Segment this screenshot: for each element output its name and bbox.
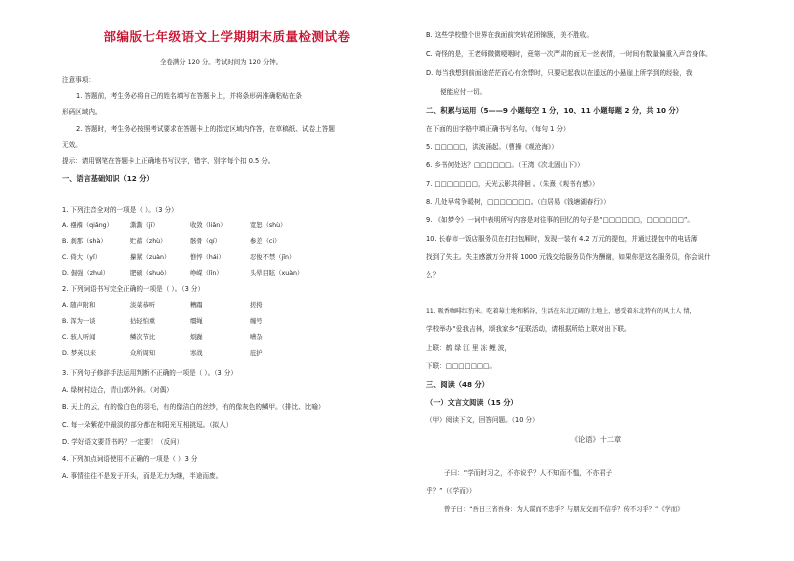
q2-c-2: 鳞次节比 bbox=[130, 334, 156, 341]
q2-a-1: A. 随声附和 bbox=[62, 302, 96, 309]
section-1-heading: 一、语言基础知识（12 分） bbox=[62, 174, 154, 183]
q2-b-1: B. 浑为一谈 bbox=[62, 318, 96, 325]
question-9: 9. 《如梦令》一词中表明所写内容是对往事的回忆的句子是“□□□□□□，□□□□□□”。 bbox=[426, 216, 695, 224]
question-4: 4. 下列加点词语使用不正确的一项是（ ）3 分 bbox=[62, 455, 198, 463]
q4-option-c: C. 奇怪的是，王老师微微哽咽时，竟第一次严肃的面无一丝表情，一时间有数量偏重入声音身体。 bbox=[426, 50, 712, 58]
passage-a-instruction: （甲）阅读下文，回答问题。（10 分） bbox=[426, 416, 539, 424]
q1-d-2: 肥硕（shuò） bbox=[130, 270, 171, 277]
passage-title: 《论语》十二章 bbox=[570, 435, 622, 444]
analects-2: 曾子曰：“吾日三省吾身：为人谋而不忠乎？与朋友交而不信乎？传不习乎？”《学而》 bbox=[444, 506, 684, 513]
q1-c-1: C. 倚大（yǐ） bbox=[62, 254, 102, 261]
question-7: 7. □□□□□□□，天光云影共徘徊 。（朱熹《观书有感》） bbox=[426, 180, 599, 188]
q4-option-a: A. 事情往往不是发于开头，而是无力为继，半途而废。 bbox=[62, 472, 223, 480]
couplet-down: 下联：□□□□□□□。 bbox=[426, 362, 496, 370]
q2-c-4: 嘈杂 bbox=[250, 334, 263, 341]
q2-d-3: 寒战 bbox=[190, 350, 203, 357]
q3-option-b: B. 天上的云，有的像白色的羽毛，有的像洁白的丝纱，有的像灰色的鳞甲。（排比、比喻） bbox=[62, 403, 325, 411]
q1-a-1: A. 襁褓（qiǎng） bbox=[62, 222, 113, 229]
fill-intro: 在下面的田字格中填正确书写名句。（每句 1 分） bbox=[426, 125, 570, 133]
q1-a-2: 澌澌（jī） bbox=[130, 222, 159, 229]
q2-a-2: 淡菜恭听 bbox=[130, 302, 156, 309]
q1-b-3: 骸骨（qí） bbox=[190, 238, 221, 245]
section-3-heading: 三、阅读（48 分） bbox=[426, 380, 489, 389]
q3-option-a: A. 绿树村边合，青山郭外斜。（对偶） bbox=[62, 386, 173, 394]
q1-c-4: 忍俊不禁（jīn） bbox=[250, 254, 296, 261]
analects-1-line2: 乎？”（《学而》） bbox=[426, 487, 476, 495]
q2-a-4: 搓挎 bbox=[250, 302, 263, 309]
q4-option-b: B. 这些学校整个世界在我面前突转花团锦簇，美不胜收。 bbox=[426, 31, 593, 39]
q2-c-3: 烦躁 bbox=[190, 334, 203, 341]
q1-a-3: 收敛（liǎn） bbox=[190, 222, 227, 229]
q3-option-c: C. 每一朵紫花中最淡的部分都在和阳光互相挑逗。（拟人） bbox=[62, 421, 233, 429]
q1-d-4: 头晕目眩（xuàn） bbox=[250, 270, 304, 277]
q2-b-2: 拈轻怕重 bbox=[130, 318, 156, 325]
notice-1a: 1. 答题前，考生务必将自己的姓名填写在答题卡上，并将条形码准确粘贴在条 bbox=[76, 92, 302, 100]
question-10-line3: 么？ bbox=[426, 271, 440, 279]
question-6: 6. 乡书何处达？□□□□□□。（王湾《次北固山下》） bbox=[426, 161, 584, 169]
q2-row-d bbox=[62, 349, 350, 358]
q2-row-a bbox=[62, 301, 350, 310]
q2-d-1: D. 梦英以来 bbox=[62, 350, 97, 357]
q4-option-d-line2: 便能应付一切。 bbox=[440, 88, 487, 96]
q1-b-2: 贮蓄（zhù） bbox=[130, 238, 167, 245]
q2-row-b bbox=[62, 317, 350, 326]
q4-option-d-line1: D. 每当我想到前面途茫茫而心有余悸时，只要记起我以在遥远的小悬崖上所学到的经验，我 bbox=[426, 69, 693, 77]
q1-row-d bbox=[62, 269, 350, 278]
q2-b-4: 缠号 bbox=[250, 318, 263, 325]
q1-row-b bbox=[62, 237, 350, 246]
question-11-line2: 学校举办“爱我吉林，颂我家乡”征联活动，请根据所给上联对出下联。 bbox=[426, 325, 631, 333]
q3-option-d: D. 学好语文要背书吗？一定要！（反问） bbox=[62, 438, 184, 446]
exam-title: 部编版七年级语文上学期期末质量检测试卷 bbox=[103, 29, 351, 44]
q1-c-3: 憔悴（hái） bbox=[190, 254, 225, 261]
q2-c-1: C. 骇人听闻 bbox=[62, 334, 96, 341]
q2-d-2: 众所周知 bbox=[130, 350, 156, 357]
subsection-classical: （一）文言文阅读（15 分） bbox=[426, 398, 518, 407]
q1-a-4: 宽恕（shù） bbox=[250, 222, 287, 229]
q2-row-c bbox=[62, 333, 350, 342]
question-1: 1. 下列注音全对的一项是（ ）。（3 分） bbox=[62, 206, 178, 214]
couplet-up: 上联：鹤 绿 江 里 冻 鲤 波， bbox=[426, 344, 512, 352]
exam-subtitle: 全卷满分 120 分。考试时间为 120 分钟。 bbox=[160, 58, 282, 66]
notice-heading: 注意事项： bbox=[62, 76, 95, 84]
q2-a-3: 糟蹋 bbox=[190, 302, 203, 309]
q1-b-4: 参差（ci） bbox=[250, 238, 281, 245]
hint-text: 提示：请用钢笔在答题卡上正确地书写汉字，错字、别字每个扣 0.5 分。 bbox=[62, 157, 275, 165]
question-2: 2. 下列词语书写完全正确的一项是（ ）。（3 分） bbox=[62, 285, 205, 293]
question-8: 8. 几处早莺争暖树，□□□□□□□。（白居易《钱塘湖春行》） bbox=[426, 198, 610, 206]
q1-b-1: B. 刹那（shà） bbox=[62, 238, 107, 245]
q2-d-4: 庇护 bbox=[250, 350, 263, 357]
notice-1b: 形码区域内。 bbox=[62, 108, 102, 116]
q1-row-a bbox=[62, 221, 350, 230]
q1-d-1: D. 倔强（zhuì） bbox=[62, 270, 110, 277]
q2-b-3: 缰绳 bbox=[190, 318, 203, 325]
q1-row-c bbox=[62, 253, 350, 262]
notice-2b: 无效。 bbox=[62, 141, 82, 149]
question-10-line1: 10. 长春市一饭店服务员在打扫包厢时，发现一装有 4.2 万元的提包，并通过提包中的电话薄 bbox=[426, 235, 698, 243]
q1-d-3: 峥嵘（lǐn） bbox=[190, 270, 223, 277]
section-2-heading: 二、积累与运用（5——9 小题每空 1 分，10、11 小题每题 2 分，共 10 分） bbox=[426, 106, 683, 115]
notice-2a: 2. 答题时，考生务必按照考试要求在答题卡上的指定区域内作答，在草稿纸、试卷上答题 bbox=[76, 125, 335, 133]
question-10-line2: 找到了失主。失主感激万分并将 1000 元钱交给服务员作为酬谢，如果你是这名服务员，你会说什 bbox=[426, 253, 711, 261]
analects-1-line1: 子曰：“学而时习之，不亦说乎？人不知而不愠，不亦君子 bbox=[444, 469, 613, 477]
question-3: 3. 下列句子修辞手法运用判断不正确的一项是（ ）。（3 分） bbox=[62, 369, 238, 377]
question-5: 5. □□□□□，洪波涌起。（曹操《观沧海》） bbox=[426, 143, 558, 151]
q1-c-2: 攥紧（zuàn） bbox=[130, 254, 171, 261]
question-11-line1: 11. 吸香咖啡红豹米。吃着莓土地和稻谷，生活在东北辽阔的土地上，感受着东北特有的风土人 情， bbox=[426, 308, 696, 315]
